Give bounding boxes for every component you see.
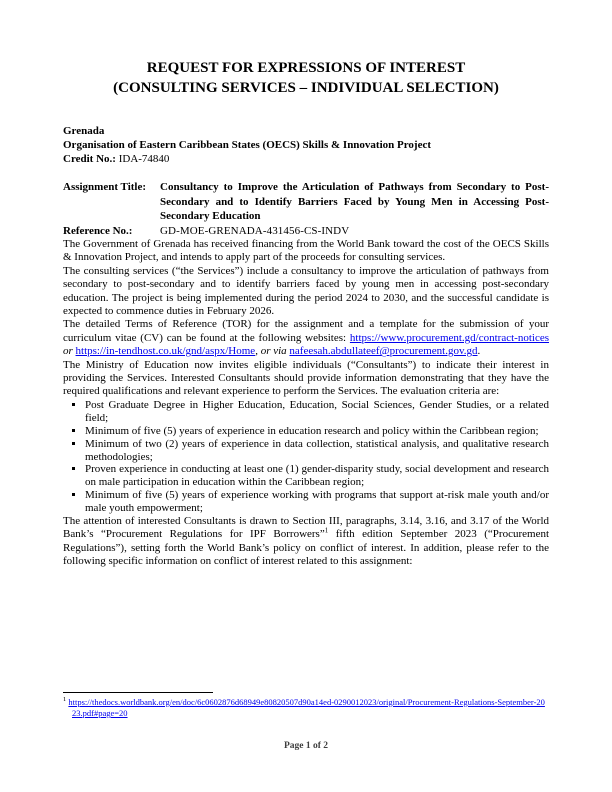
criteria-item-degree: ▪ Post Graduate Degree in Higher Education, Education, Social Sciences, Gender Studies, or a related field; (85, 399, 549, 425)
reference-number-line (63, 224, 549, 239)
assignment-block (63, 180, 549, 238)
reference-number-label: Reference No.: (63, 224, 133, 237)
attention-text-after-ref: fifth edition September 2023 (“Procurement Regulations”), setting forth the World Bank’s policy on conflict of interest. In addition, please refer to the following specific information on conflict of interest related to this assignment: (63, 528, 550, 568)
assignment-title-line (63, 180, 549, 224)
footnote-area (63, 692, 549, 719)
paragraph-services: The consulting services (“the Services”) include a consultancy to improve the articulation of pathways from secondary to post-secondary and to identify barriers faced by young men in accessing post-secondary education. The project is being implemented during the period 2024 to 2030, and the successful candidate is expected to commence duties in February 2026. (63, 264, 549, 318)
footnote-reference-marker: 1 (324, 526, 329, 535)
project-name: Organisation of Eastern Caribbean States (OECS) Skills & Innovation Project (63, 139, 432, 151)
paragraph-invitation: The Ministry of Education now invites eligible individuals (“Consultants”) to indicate their interest in providing the Services. Interested Consultants should provide information demonstrating that they have the required qualifications and relevant experience to perform the Services. The evaluation criteria are: (63, 358, 549, 398)
assignment-title-label: Assignment Title: (63, 181, 147, 193)
credit-number-value: IDA-74840 (118, 153, 170, 165)
tor-comma-text: , (255, 345, 261, 358)
tor-or-via-text: or via (260, 345, 287, 358)
page-number-footer: Page 1 of 2 (283, 741, 329, 751)
criteria-item-data-collection: ▪ Minimum of two (2) years of experience in data collection, statistical analysis, and qualitative research methodologies; (85, 438, 549, 464)
contract-notices-link[interactable]: https://www.procurement.gd/contract-notices (349, 331, 549, 344)
tor-period: . (477, 345, 481, 358)
footnote-text (63, 697, 549, 719)
criteria-item-youth-programs: ▪ Minimum of five (5) years of experience working with programs that support at-risk male youth and/or male youth empowerment; (85, 489, 549, 515)
tor-or-text: or (63, 345, 76, 358)
document-content (63, 58, 549, 569)
footnote-marker: 1 (63, 696, 67, 704)
country-name: Grenada (63, 125, 105, 137)
reference-number-value: GD-MOE-GRENADA-431456-CS-INDV (160, 224, 350, 237)
credit-number-line (63, 152, 549, 166)
document-title-line1: REQUEST FOR EXPRESSIONS OF INTEREST (146, 60, 466, 76)
footnote-separator (63, 692, 213, 693)
document-title-line2: (CONSULTING SERVICES – INDIVIDUAL SELECTION) (113, 80, 499, 96)
attention-text-before-ref: The attention of interested Consultants is drawn to Section III, paragraphs, 3.14, 3.16, and 3.17 of the World Bank’s “Procurement Regulations for IPF Borrowers” (63, 515, 549, 541)
criteria-item-gender-study: ▪ Proven experience in conducting at least one (1) gender-disparity study, social development and research on male participation in education within the Caribbean region; (85, 463, 549, 489)
tor-intro-text: The detailed Terms of Reference (TOR) for the assignment and a template for the submission of your curriculum vitae (CV) can be found at the following websites: (63, 318, 549, 344)
paragraph-attention (63, 515, 549, 569)
project-id-block (63, 124, 549, 166)
in-tendhost-link[interactable]: https://in-tendhost.co.uk/gnd/aspx/Home (75, 345, 256, 358)
assignment-title-text: Consultancy to Improve the Articulation of Pathways from Secondary to Post-Secondary and to Identify Barriers Faced by Young Men in Accessing Post-Secondary Education (160, 181, 549, 222)
procurement-regulations-link[interactable]: https://thedocs.worldbank.org/en/doc/6c0602876d68949e80820507d90a14ed-0290012023/original/Procurement-Regulations-September-2023.pdf#page=20 (68, 697, 545, 718)
criteria-item-education-research: ▪ Minimum of five (5) years of experience in education research and policy within the Caribbean region; (85, 425, 549, 438)
paragraph-tor (63, 318, 549, 358)
evaluation-criteria-list (63, 399, 549, 515)
paragraph-financing: The Government of Grenada has received financing from the World Bank toward the cost of the OECS Skills & Innovation Project, and intends to apply part of the proceeds for consulting services. (63, 238, 549, 264)
document-title (63, 58, 549, 98)
credit-number-label: Credit No.: (63, 153, 116, 165)
procurement-email-link[interactable]: nafeesah.abdullateef@procurement.gov.gd (289, 345, 478, 358)
